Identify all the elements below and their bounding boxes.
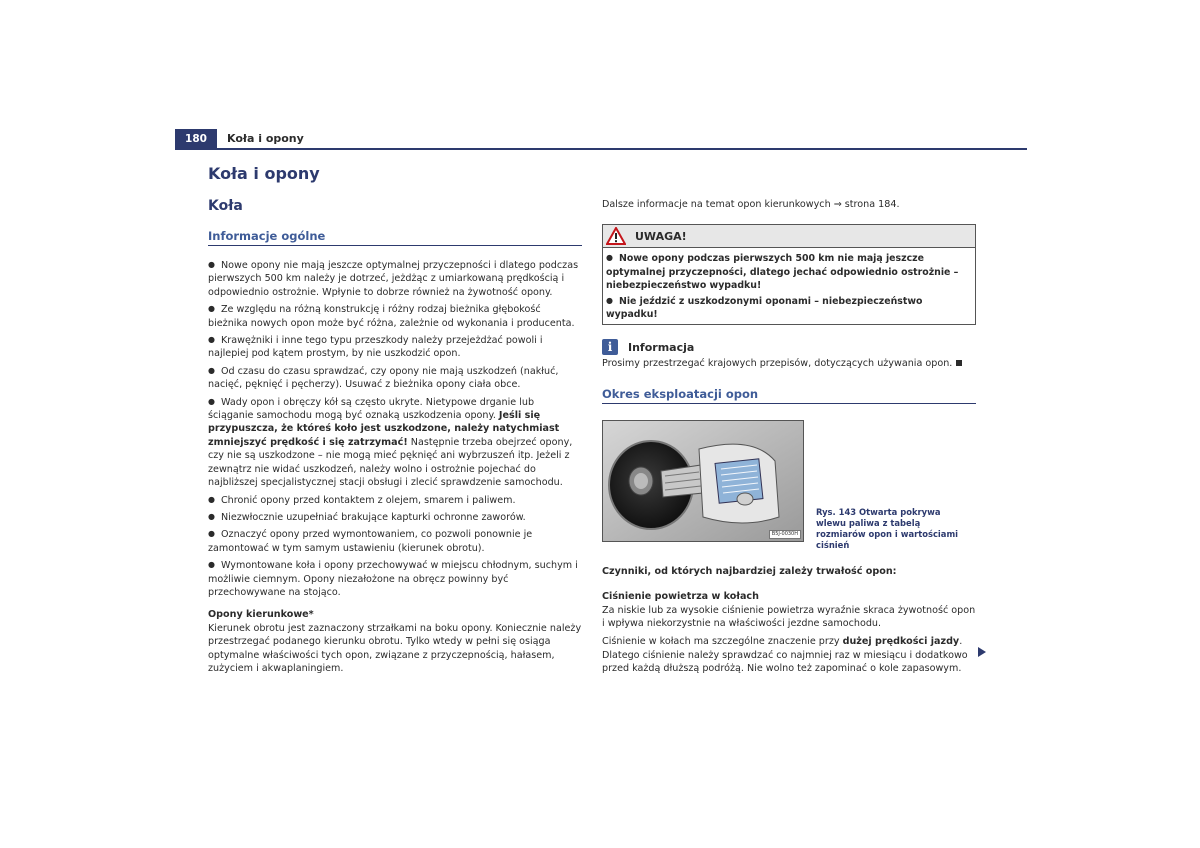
bullet-icon: ● [208,365,215,375]
header-title: Koła i opony [227,132,304,145]
directional-tyres-heading: Opony kierunkowe* [208,609,314,621]
page-header [175,129,1027,149]
general-info-list [208,258,582,599]
list-item: ● Krawężniki i inne tego typu przeszkody należy przejeżdżać powoli i najlepiej pod kątem prostym, by nie uszkodzić opon. [208,335,543,360]
bullet-icon: ● [208,560,215,570]
left-column [208,164,582,675]
info-icon: i [602,339,618,355]
pressure-text-2: Ciśnienie w kołach ma szczególne znaczenie przy dużej prędkości jazdy. Dlatego ciśnienie należy sprawdzać co najmniej raz w miesiącu i dodatkowo przed każdą dłuższą podróżą. Nie wolno też zapominać o kole zapasowym. [602,636,968,675]
bullet-icon: ● [606,253,613,263]
chapter-title: Koła i opony [208,164,320,183]
list-item: ● Wymontowane koła i opony przechowywać w miejscu chłodnym, suchym i możliwie ciemnym. Opony niezałożone na obręcz powinny być przechowywane na stojąco. [208,560,578,598]
section-title: Koła [208,198,243,214]
info-title: Informacja [628,340,695,354]
info-header [602,339,976,355]
list-item: ● Od czasu do czasu sprawdzać, czy opony nie mają uszkodzeń (nakłuć, nacięć, pęknięć i pęcherzy). Usuwać z bieżnika opony ciała obce. [208,365,559,391]
list-item: ● Nie jeździć z uszkodzonymi oponami – niebezpieczeństwo wypadku! [606,295,923,321]
right-column [602,198,976,676]
continue-arrow-icon [978,647,986,657]
bullet-icon: ● [208,260,215,269]
list-item: ● Ze względu na różną konstrukcję i różny rodzaj bieżnika głębokość bieżnika nowych opon może być różna, zależnie od wykonania i producenta. [208,304,575,329]
header-rule [175,148,1027,150]
page-number: 180 [175,129,217,149]
bullet-icon: ● [208,494,215,504]
factors-heading: Czynniki, od których najbardziej zależy trwałość opon: [602,565,897,577]
list-item: ● Nowe opony podczas pierwszych 500 km nie mają jeszcze optymalnej przyczepności, dlatego jechać odpowiednio ostrożnie – niebezpieczeństwo wypadku! [606,253,959,292]
bullet-icon: ● [208,335,215,345]
figure-caption: Rys. 143 Otwarta pokrywa wlewu paliwa z tabelą rozmiarów opon i wartościami ciśnień [816,506,959,550]
subsection-general-info: Informacje ogólne [208,229,582,246]
warning-triangle-icon [606,227,626,245]
figure-row [602,420,976,551]
fuel-flap-illustration [603,421,803,541]
bullet-icon: ● [208,304,215,314]
end-of-section-icon [956,360,962,366]
warning-title: UWAGA! [635,229,687,243]
warning-list [603,248,975,324]
bullet-icon: ● [208,511,215,521]
subsection-tyre-life: Okres eksploatacji opon [602,387,976,404]
warning-header [603,225,975,248]
bullet-icon: ● [208,396,215,406]
list-item: ● Niezwłocznie uzupełniać brakujące kapturki ochronne zaworów. [208,511,526,523]
list-item: ● Wady opon i obręczy kół są często ukryte. Nietypowe drganie lub ściąganie samochodu mogą być oznaką uszkodzenia opony. Jeśli się przypuszcza, że któreś koło jest uszkodzone, należy natychmiast zmniejszyć prędkość i się zatrzymać! Następnie trzeba obejrzeć opony, czy nie są uszkodzone – nie mogą mieć pęknięć ani wybrzuszeń itp. Jeżeli z zewnątrz nie widać uszkodzeń, należy wolno i ostrożnie pojechać do najbliższej specjalistycznej stacji obsługi i zlecić sprawdzenie samochodu. [208,396,573,489]
directional-tyres-text: Kierunek obrotu jest zaznaczony strzałkami na boku opony. Koniecznie należy przestrzegać podanego kierunku obrotu. Tylko wtedy w pełni się osiąga optymalne właściwości tych opon, związane z przyczepnością, hałasem, zużyciem i akwaplaningiem. [208,622,582,674]
bullet-icon: ● [208,529,215,539]
bullet-icon: ● [606,295,613,305]
warning-box [602,224,976,325]
pressure-text: Za niskie lub za wysokie ciśnienie powietrza wyraźnie skraca żywotność opon i wpływa niekorzystnie na właściwości jezdne samochodu. [602,604,976,630]
list-item: ● Oznaczyć opony przed wymontowaniem, co pozwoli ponownie je zamontować w tym samym ustawieniu (kierunek obrotu). [208,529,533,554]
list-item: ● Nowe opony nie mają jeszcze optymalnej przyczepności i dlatego podczas pierwszych 500 km należy je dotrzeć, jeżdżąc z umiarkowaną prędkością i odpowiednio ostrożnie. Wpłynie to dobrze również na żywotność opony. [208,260,579,298]
pressure-heading: Ciśnienie powietrza w kołach [602,591,759,603]
fuel-flap-figure [602,420,804,542]
list-item: ● Chronić opony przed kontaktem z olejem, smarem i paliwem. [208,494,516,506]
figure-code: B5J-0030H [769,530,801,539]
intro-text: Dalsze informacje na temat opon kierunkowych ⇒ strona 184. [602,199,900,210]
info-text: Prosimy przestrzegać krajowych przepisów, dotyczących używania opon. [602,357,976,370]
